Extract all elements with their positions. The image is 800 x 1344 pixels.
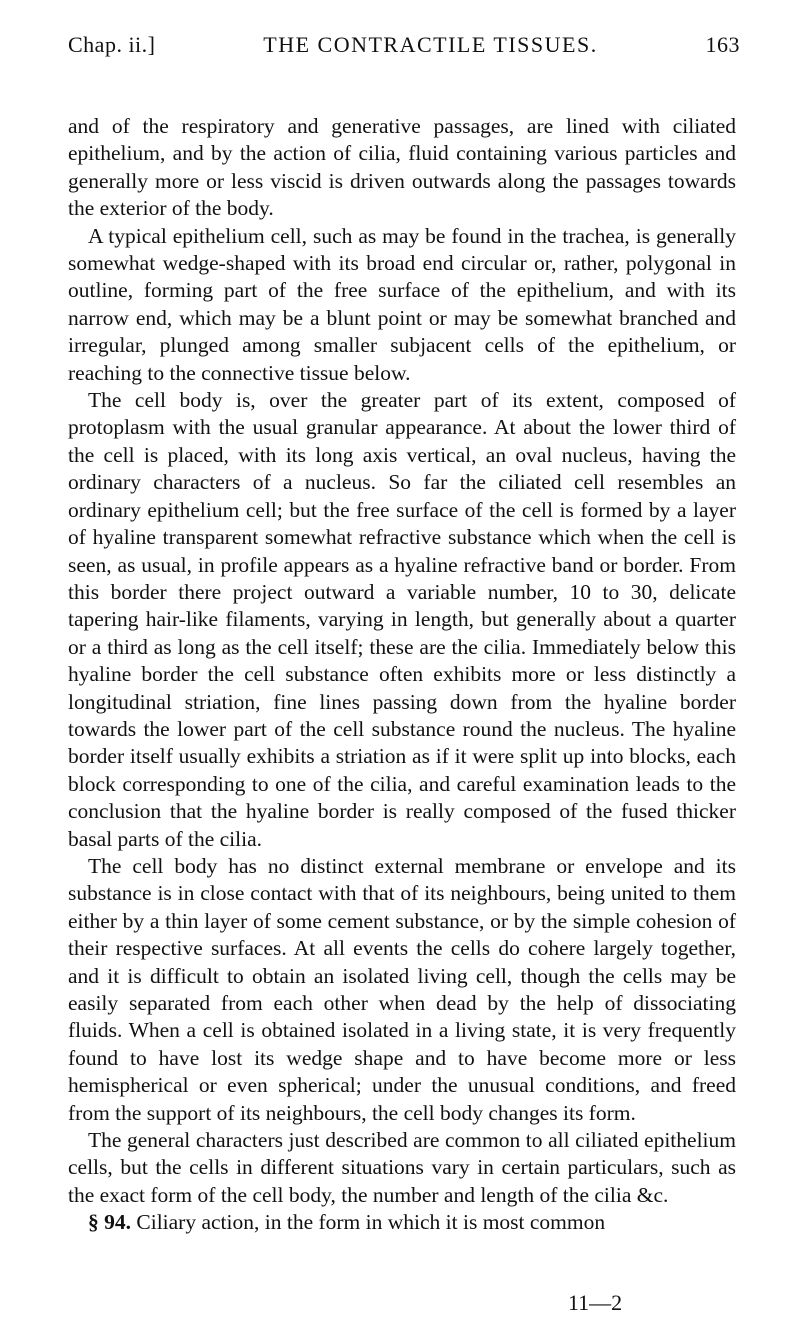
paragraph: The cell body has no distinct external membrane or envelope and its substance is in close contact with that of its neighbours, being united to them either by a thin layer of some cement substance, or by the simple cohesion of their respective surfaces. At all events the cells do cohere largely together, and it is difficult to obtain an isolated living cell, though the cells may be easily separated from each other when dead by the help of dissociating fluids. When a cell is obtained isolated in a living state, it is very frequently found to have lost its wedge shape and to have become more or less hemispherical or even spherical; under the unusual conditions, and freed from the support of its neighbours, the cell body changes its form.: [68, 853, 736, 1125]
paragraph: The general characters just described are common to all ciliated epithelium cells, but the cells in different situations vary in certain particulars, such as the exact form of the cell body, the number and length of the cilia &c.: [68, 1128, 736, 1207]
body-text: [68, 113, 736, 1237]
section-paragraph: [68, 1209, 736, 1236]
chapter-label: Chap. ii.]: [68, 32, 156, 57]
running-header: [68, 32, 740, 58]
signature-mark: 11—2: [568, 1290, 623, 1315]
paragraph: The cell body is, over the greater part of its extent, composed of protoplasm with the usual granular appearance. At about the lower third of the cell is placed, with its long axis vertical, an oval nucleus, having the ordinary characters of a nucleus. So far the ciliated cell resembles an ordinary epithelium cell; but the free surface of the cell is formed by a layer of hyaline transparent somewhat refractive substance which when the cell is seen, as usual, in profile appears as a hyaline refractive band or border. From this border there project outward a variable number, 10 to 30, delicate tapering hair-like filaments, varying in length, but generally about a quarter or a third as long as the cell itself; these are the cilia. Immediately below this hyaline border the cell substance often exhibits more or less distinctly a longitudinal striation, fine lines passing down from the hyaline border towards the lower part of the cell substance round the nucleus. The hyaline border itself usually exhibits a striation as if it were split up into blocks, each block corresponding to one of the cilia, and careful examination leads to the conclusion that the hyaline border is really composed of the fused thicker basal parts of the cilia.: [68, 388, 736, 851]
section-number: § 94.: [88, 1210, 131, 1235]
section-text: Ciliary action, in the form in which it is most common: [136, 1210, 606, 1235]
page-number: 163: [705, 32, 740, 57]
paragraph: A typical epithelium cell, such as may be found in the trachea, is generally somewhat wedge-shaped with its broad end circular or, rather, polygonal in outline, forming part of the free surface of the epithelium, and with its narrow end, which may be a blunt point or may be somewhat branched and irregular, plunged among smaller subjacent cells of the epithelium, or reaching to the connective tissue below.: [68, 223, 736, 385]
running-title: THE CONTRACTILE TISSUES.: [263, 32, 598, 57]
paragraph: and of the respiratory and generative passages, are lined with ciliated epithelium, and by the action of cilia, fluid containing various particles and generally more or less viscid is driven outwards along the passages towards the exterior of the body.: [68, 114, 736, 221]
